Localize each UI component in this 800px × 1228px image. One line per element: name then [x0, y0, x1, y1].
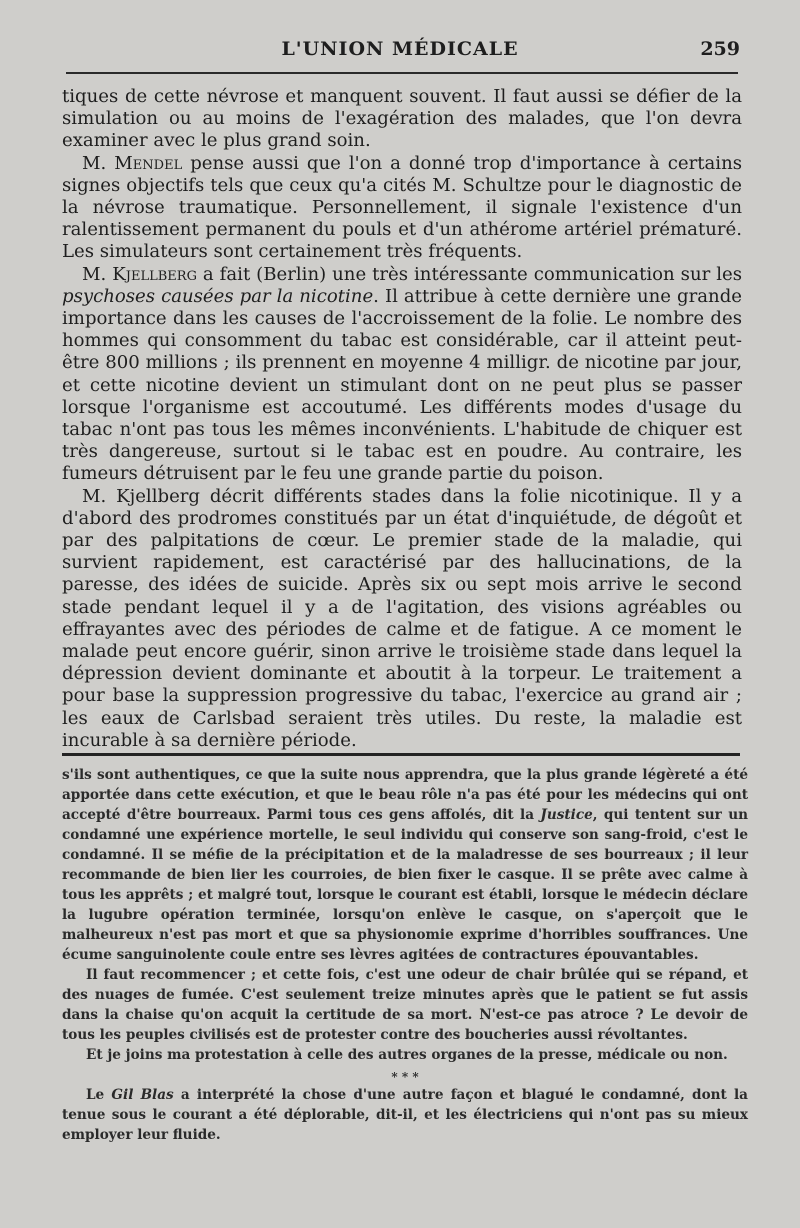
- footnote-paragraph-3: Et je joins ma protestation à celle des autres organes de la presse, médicale ou non.: [86, 1047, 728, 1063]
- author-name-kjellberg: Kjellberg: [112, 263, 197, 285]
- paragraph-mendel: [62, 153, 742, 264]
- header-rule: [66, 72, 738, 74]
- footnote-block: [62, 765, 748, 1145]
- topic-title: psychoses causées par la nicotine: [62, 285, 374, 307]
- paragraph-kjellberg-prefix: M.: [82, 263, 113, 285]
- footnote-1-text-a: s'ils sont authentiques, ce que la suite nous apprendra, que la plus grande légèreté a été apportée dans cette exécution, et que le beau rôle n'a pas été pour les médecins qui ont accepté d'être bourreaux. Parmi tous ces gens affolés, dit la: [62, 767, 748, 823]
- page-number: 259: [700, 38, 740, 60]
- footnote-4-source: Gil Blas: [111, 1087, 174, 1103]
- footnote-4-text-b: a interprété la chose d'une autre façon et blagué le condamné, dont la tenue sous le courant a été déplorable, dit-il, et les électriciens qui n'ont pas su mieux employer leur fluide.: [62, 1087, 748, 1143]
- paragraph-mendel-prefix: M.: [82, 152, 115, 174]
- footnote-1-source: Justice: [540, 807, 593, 823]
- footnote-rule: [62, 753, 740, 756]
- footnote-paragraph-2: Il faut recommencer ; et cette fois, c'est une odeur de chair brûlée qui se répand, et des nuages de fumée. C'est seulement treize minutes après que le patient se fut assis dans la chaise qu'on acquit la certitude de sa mort. N'est-ce pas atroce ? Le devoir de tous les peuples civilisés est de protester contre des boucheries aussi révoltantes.: [62, 967, 748, 1043]
- paragraph-kjellberg-text-a: a fait (Berlin) une très intéressante communication sur les: [196, 263, 742, 285]
- footnote-paragraph-1: [62, 765, 748, 965]
- footnote-1-text-b: , qui tentent sur un condamné une expérience mortelle, le seul individu qui conserve son sang-froid, c'est le condamné. Il se méfie de la précipitation et de la maladresse de ses bourreaux ; il leur recommande de bien lier les courroies, de bien fixer le casque. Il se prête avec calme à tous les apprêts ; et malgré tout, lorsque le courant est établi, lorsque le médecin déclare la lugubre opération terminée, lorsqu'on enlève le casque, on s'aperçoit que le malheureux n'est pas mort et que sa physionomie exprime d'horribles souffrances. Une écume sanguinolente coule entre ses lèvres agitées de contractures épouvantables.: [62, 807, 748, 963]
- footnote-4-text-a: Le: [86, 1087, 112, 1103]
- paragraph-kjellberg: [62, 264, 742, 486]
- main-text: [62, 86, 742, 752]
- running-title: L'UNION MÉDICALE: [281, 38, 519, 60]
- page-header: [60, 38, 740, 68]
- paragraph-mendel-text: pense aussi que l'on a donné trop d'importance à certains signes objectifs tels que ceux qu'a cités M. Schultze pour le diagnostic de la névrose traumatique. Personnellement, il signale l'existence d'un ralentissement permanent du pouls et d'un athérome artériel prématuré. Les simulateurs sont certainement très fréquents.: [62, 152, 743, 263]
- footnote-paragraph-4: [62, 1085, 748, 1145]
- section-separator: * * *: [391, 1070, 419, 1084]
- paragraph-stades: M. Kjellberg décrit différents stades dans la folie nicotinique. Il y a d'abord des prodromes constitués par un état d'inquiétude, de dégoût et par des palpitations de cœur. Le premier stade de la maladie, qui survient rapidement, est caractérisé par des hallucinations, de la paresse, des idées de suicide. Après six ou sept mois arrive le second stade pendant lequel il y a de l'agitation, des visions agréables ou effrayantes avec des périodes de calme et de fatigue. A ce moment le malade peut encore guérir, sinon arrive le troisième stade dans lequel la dépression devient dominante et aboutit à la torpeur. Le traitement a pour base la suppression progressive du tabac, l'exercice au grand air ; les eaux de Carlsbad seraient très utiles. Du reste, la maladie est incurable à sa dernière période.: [62, 485, 742, 751]
- author-name-mendel: Mendel: [114, 152, 183, 174]
- paragraph-kjellberg-text-b: . Il attribue à cette dernière une grande importance dans les causes de l'accroissement de la folie. Le nombre des hommes qui consomment du tabac est considérable, car il atteint peut-être 800 millions ; ils prennent en moyenne 4 milligr. de nicotine par jour, et cette nicotine devient un stimulant dont on ne peut plus se passer lorsque l'organisme est accoutumé. Les différents modes d'usage du tabac n'ont pas tous les mêmes inconvénients. L'habitude de chiquer est très dangereuse, surtout si le tabac est en poudre. Au contraire, les fumeurs détruisent par le feu une grande partie du poison.: [62, 285, 742, 485]
- paragraph-1: tiques de cette névrose et manquent souvent. Il faut aussi se défier de la simulation ou au moins de l'exagération des malades, que l'on devra examiner avec le plus grand soin.: [62, 86, 742, 152]
